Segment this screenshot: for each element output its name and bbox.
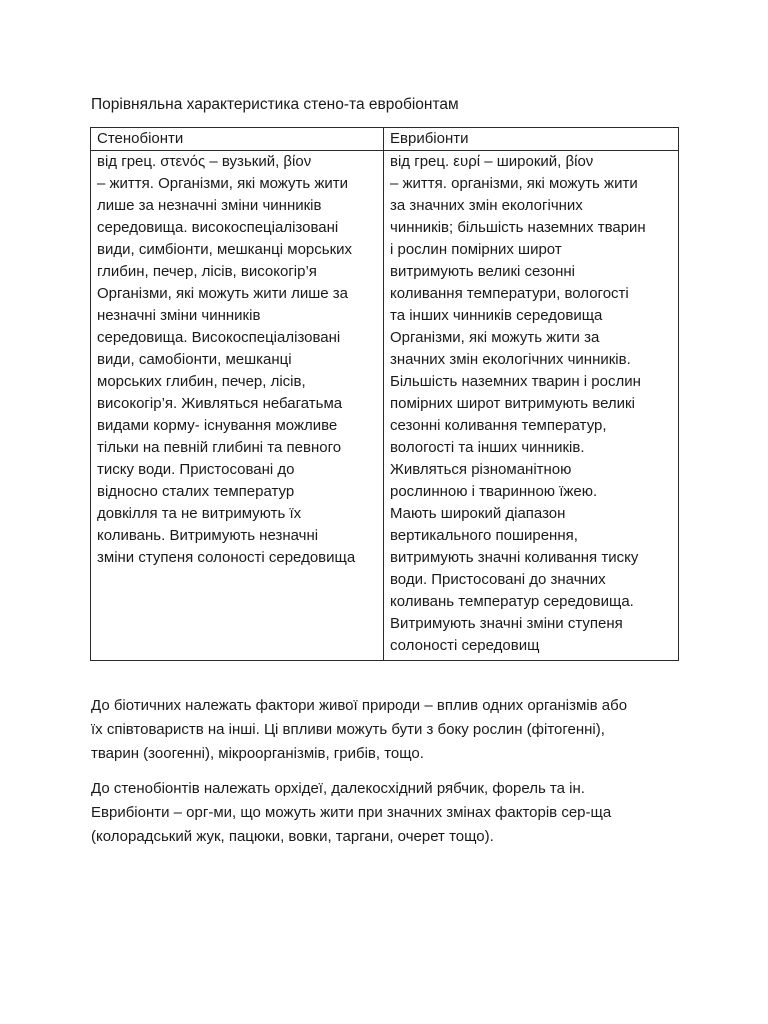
- table-header-row: [91, 128, 679, 151]
- eurybionts-description: від грец. ευρί – широкий, βίον – життя. організми, які можуть жити за значних змін екологічних чинників; більшість наземних тварин і рослин помірних широт витримують великі сезонні коливання температури, вологості та інших чинників середовища Організми, які можуть жити за значних змін екологічних чинників. Більшість наземних тварин і рослин помірних широт витримують великі сезонні коливання температур, вологості та інших чинників. Живляться різноманітною рослинною і тваринною їжею. Мають широкий діапазон вертикального поширення, витримують значні коливання тиску води. Пристосовані до значних коливань температур середовища. Витримують значні зміни ступеня солоності середовищ: [390, 153, 646, 654]
- document-title: Порівняльна характеристика стено-та евробіонтам: [91, 96, 459, 113]
- header-stenobionts: Стенобіонти: [91, 128, 384, 151]
- eurybionts-description-cell: [384, 151, 679, 661]
- stenobionts-description-cell: [91, 151, 384, 661]
- examples-paragraph: До стенобіонтів належать орхідеї, далекосхідний рябчик, форель та ін. Еврибіонти – орг-ми, що можуть жити при значних змінах факторів сер-ща (колорадський жук, пацюки, вовки, таргани, очерет тощо).: [91, 780, 612, 845]
- header-eurybionts: Еврибіонти: [384, 128, 679, 151]
- stenobionts-description: від грец. στενός – вузький, βίον – життя. Організми, які можуть жити лише за незначні зміни чинників середовища. високоспеціалізовані види, симбіонти, мешканці морських глибин, печер, лісів, високогір’я Організми, які можуть жити лише за незначні зміни чинників середовища. Високоспеціалізовані види, самобіонти, мешканці морських глибин, печер, лісів, високогір’я. Живляться небагатьма видами корму- існування можливе тільки на певній глибині та певного тиску води. Пристосовані до відносно сталих температур довкілля та не витримують їх коливань. Витримують незначні зміни ступеня солоності середовища: [97, 153, 356, 566]
- comparison-table: [90, 127, 679, 661]
- biotic-factors-paragraph: До біотичних належать фактори живої природи – вплив одних організмів або їх співтовариств на інші. Ці впливи можуть бути з боку рослин (фітогенні), тварин (зоогенні), мікроорганізмів, грибів, тощо.: [91, 697, 628, 762]
- table-row: [91, 151, 679, 661]
